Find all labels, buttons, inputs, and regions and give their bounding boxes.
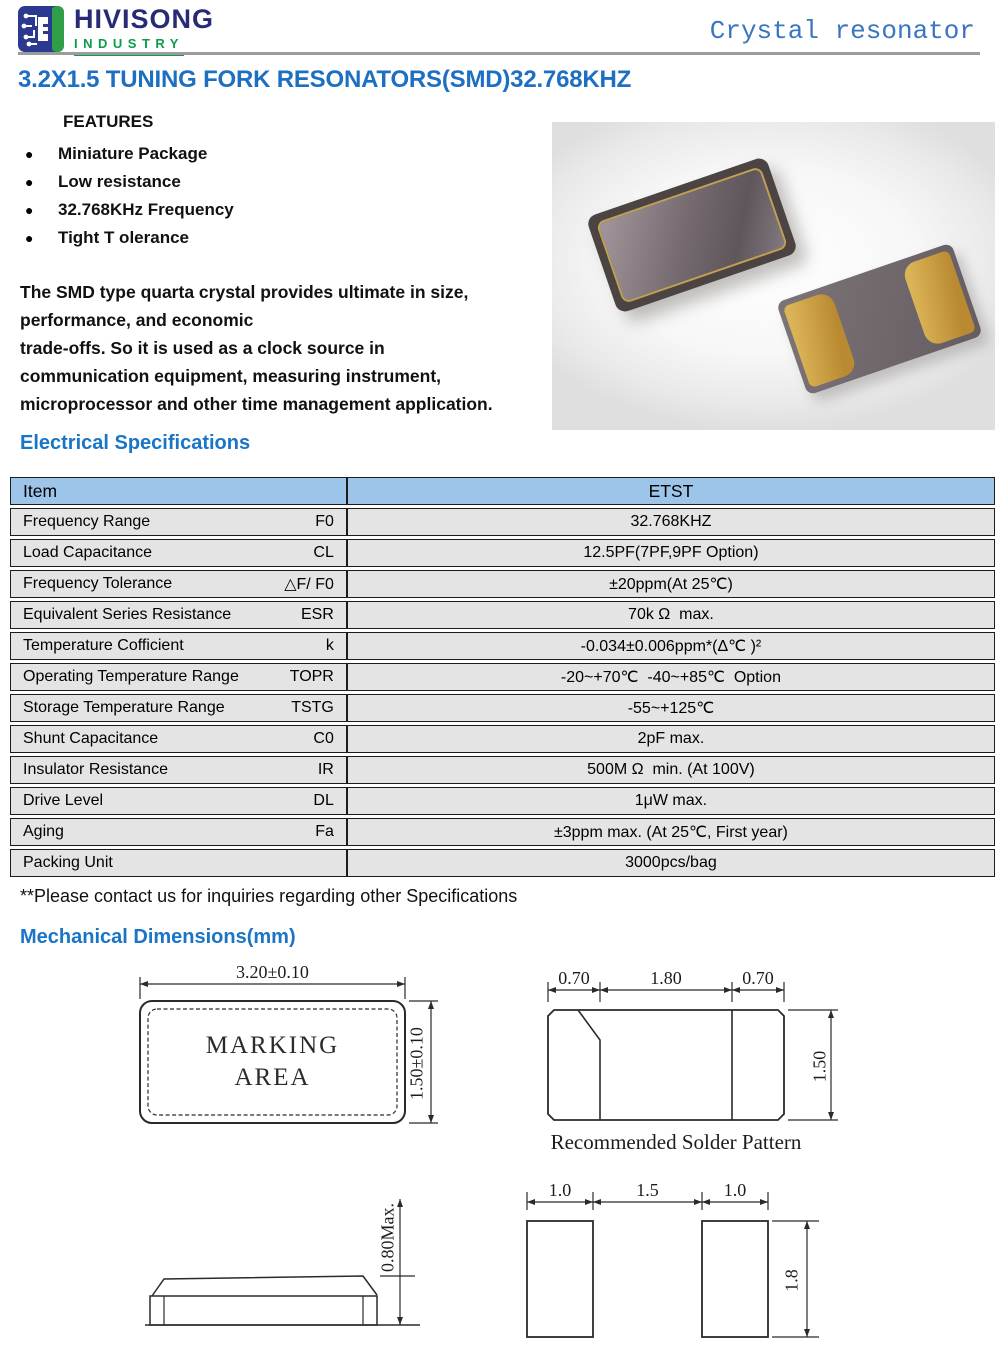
- solder-pattern-caption: Recommended Solder Pattern: [550, 1130, 802, 1154]
- spec-item: Frequency Range: [23, 513, 151, 530]
- spec-item: Drive Level: [23, 792, 104, 809]
- spec-value: -55~+125℃: [347, 694, 995, 722]
- bottom-view-drawing: [520, 970, 860, 1130]
- list-item: [20, 196, 234, 224]
- table-row: [10, 725, 995, 753]
- crystal-package-lid: [596, 166, 789, 304]
- table-row: [10, 570, 995, 598]
- spec-item: Frequency Tolerance: [23, 575, 173, 592]
- spec-value: 3000pcs/bag: [347, 849, 995, 877]
- feature-label: Miniature Package: [58, 144, 208, 163]
- side-view-outline: [125, 1177, 455, 1342]
- spec-item: Insulator Resistance: [23, 761, 168, 778]
- logo-subtitle: INDUSTRY: [74, 36, 184, 56]
- feature-label: Tight T olerance: [58, 228, 189, 247]
- spec-value: ±3ppm max. (At 25℃, First year): [347, 818, 995, 846]
- description-line: communication equipment, measuring instrument,: [20, 366, 442, 386]
- table-row: [10, 539, 995, 567]
- side-view-drawing: [125, 1177, 455, 1342]
- table-row: [10, 849, 995, 877]
- document-type-label: Crystal resonator: [709, 16, 975, 46]
- spec-symbol: IR: [317, 761, 334, 778]
- spec-value: ±20ppm(At 25℃): [347, 570, 995, 598]
- top-view-drawing: [100, 962, 445, 1140]
- dim-body: 1.80: [650, 968, 682, 988]
- logo-icon: [18, 6, 64, 52]
- spec-symbol: TOPR: [289, 668, 334, 685]
- features-section: [20, 112, 234, 252]
- dim-height: 1.8: [781, 1269, 802, 1292]
- description-line: trade-offs. So it is used as a clock source in: [20, 338, 385, 358]
- spec-symbol: TSTG: [291, 699, 334, 716]
- dim-width: 3.20±0.10: [236, 962, 309, 982]
- spec-symbol: F0: [315, 513, 334, 530]
- description-line: performance, and economic: [20, 310, 254, 330]
- dim-gap: 1.5: [636, 1180, 659, 1200]
- bullet-icon: ●: [25, 174, 34, 190]
- column-header-item: Item: [10, 477, 347, 505]
- header-divider: [18, 52, 980, 55]
- spec-item: Load Capacitance: [23, 544, 152, 561]
- features-heading: FEATURES: [63, 112, 154, 131]
- dim-height: 1.50: [809, 1050, 830, 1083]
- spec-symbol: k: [325, 637, 334, 654]
- table-header-row: [10, 477, 995, 505]
- description-paragraph: [20, 278, 580, 418]
- spec-item: Packing Unit: [23, 854, 113, 871]
- column-header-value: ETST: [347, 477, 995, 505]
- spec-item: Shunt Capacitance: [23, 730, 159, 747]
- logo-name: HIVISONG: [74, 4, 215, 34]
- bullet-icon: ●: [25, 202, 34, 218]
- spec-value: 1μW max.: [347, 787, 995, 815]
- spec-value: 32.768KHZ: [347, 508, 995, 536]
- bullet-icon: ●: [25, 146, 34, 162]
- table-row: [10, 508, 995, 536]
- electrical-specs-heading: Electrical Specifications: [20, 432, 251, 454]
- spec-symbol: Fa: [315, 823, 334, 840]
- list-item: [20, 140, 234, 168]
- spec-value: 70k Ω max.: [347, 601, 995, 629]
- electrical-specs-table: [10, 474, 995, 880]
- table-row: [10, 787, 995, 815]
- mechanical-dimensions-heading: Mechanical Dimensions(mm): [20, 926, 296, 948]
- description-line: The SMD type quarta crystal provides ultimate in size,: [20, 282, 469, 302]
- spec-symbol: CL: [313, 544, 334, 561]
- dim-max-height: 0.80Max.: [377, 1203, 398, 1272]
- product-photo: [552, 122, 995, 430]
- table-row: [10, 694, 995, 722]
- solder-pattern-drawing: [505, 1180, 850, 1355]
- table-row: [10, 601, 995, 629]
- solder-pad: [901, 250, 976, 348]
- table-row: [10, 756, 995, 784]
- marking-area-label: MARKING AREA: [205, 1031, 340, 1091]
- company-logo: [18, 6, 214, 56]
- dim-pad-right: 0.70: [742, 968, 774, 988]
- spec-symbol: △F/ F0: [284, 576, 334, 593]
- feature-label: Low resistance: [58, 172, 181, 191]
- table-row: [10, 632, 995, 660]
- list-item: [20, 224, 234, 252]
- list-item: [20, 168, 234, 196]
- feature-label: 32.768KHz Frequency: [58, 200, 234, 219]
- spec-item: Operating Temperature Range: [23, 668, 239, 685]
- dim-pad-left: 0.70: [558, 968, 590, 988]
- description-line: microprocessor and other time management application.: [20, 394, 493, 414]
- spec-value: -0.034±0.006ppm*(Δ℃ )²: [347, 632, 995, 660]
- spec-item: Aging: [23, 823, 64, 840]
- spec-value: 12.5PF(7PF,9PF Option): [347, 539, 995, 567]
- spec-symbol: ESR: [300, 606, 334, 623]
- spec-symbol: DL: [313, 792, 334, 809]
- spec-item: Temperature Cofficient: [23, 637, 184, 654]
- spec-symbol: C0: [313, 730, 334, 747]
- spec-value: -20~+70℃ -40~+85℃ Option: [347, 663, 995, 691]
- spec-item: Equivalent Series Resistance: [23, 606, 232, 623]
- page-title: 3.2X1.5 TUNING FORK RESONATORS(SMD)32.768KHZ: [18, 66, 632, 93]
- table-row: [10, 663, 995, 691]
- spec-value: 500M Ω min. (At 100V): [347, 756, 995, 784]
- crystal-package-bottom-view: [776, 243, 983, 396]
- table-footnote: **Please contact us for inquiries regarding other Specifications: [20, 886, 518, 906]
- logo-text: [74, 6, 214, 56]
- crystal-package-top-view: [586, 156, 799, 314]
- table-row: [10, 818, 995, 846]
- dim-pad-left: 1.0: [548, 1180, 572, 1200]
- dim-height: 1.50±0.10: [406, 1027, 427, 1100]
- bullet-icon: ●: [25, 230, 34, 246]
- dim-pad-right: 1.0: [723, 1180, 747, 1200]
- spec-item: Storage Temperature Range: [23, 699, 225, 716]
- spec-value: 2pF max.: [347, 725, 995, 753]
- mechanical-drawings: [0, 962, 1000, 1368]
- solder-pad: [783, 291, 858, 389]
